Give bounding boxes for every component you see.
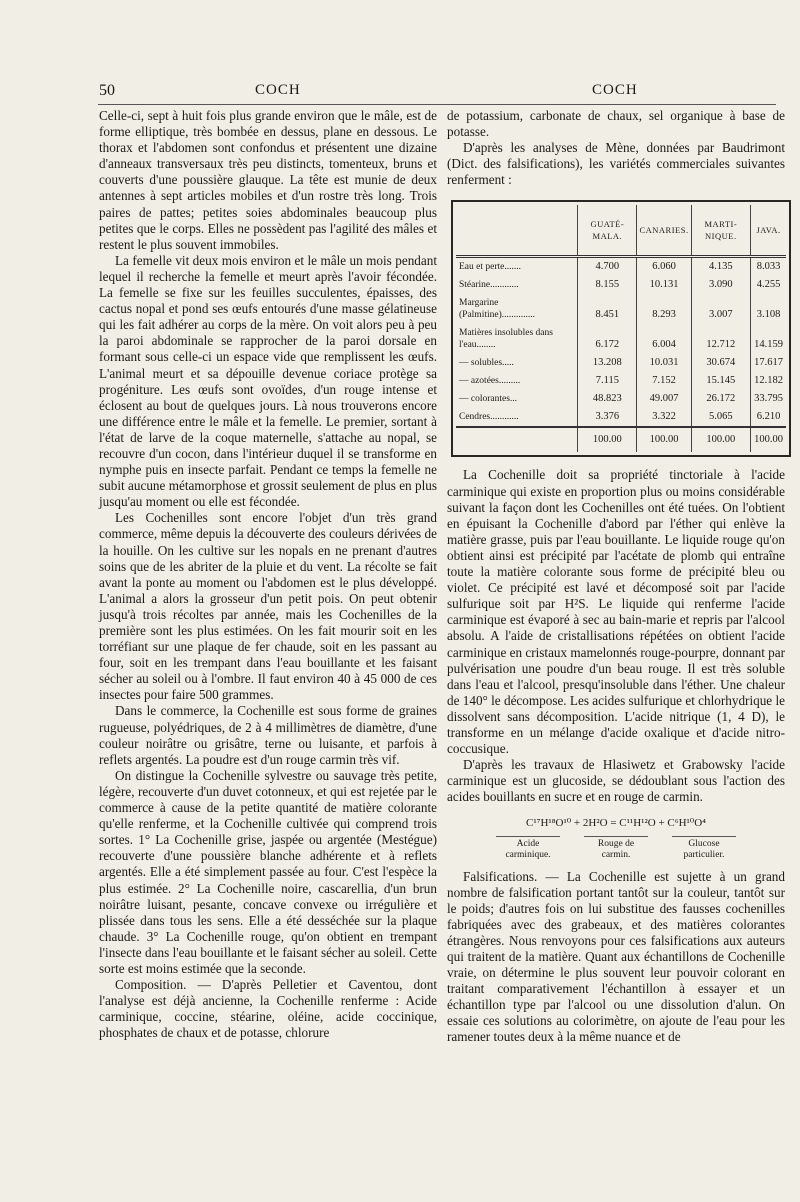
table-cell: 10.131	[637, 276, 691, 294]
chemical-equation	[447, 815, 785, 831]
table-cell: 14.159	[751, 324, 786, 354]
table-header	[456, 205, 578, 257]
table-cell: 8.033	[751, 257, 786, 277]
paragraph: Les Cochenilles sont encore l'objet d'un très grand commerce, même depuis la découverte des couleurs dérivées de la houille. On les cultive sur les nopals en ne prenant d'autres soins que de les abriter de la pluie et du vent. La récolte se fait avant la ponte au moment ou l'abdomen est le plus développé. L'animal a alors la grosseur d'un petit pois. On peut obtenir jusqu'à trois récoltes par année, mais les Cochenilles de la première sont les plus estimées. On les fait mourir soit en les torréfiant sur une plaque de fer chaude, soit en les passant au four, soit en les trempant dans l'eau bouillante et les faisant sécher au soleil ou à l'ombre. Il faut environ 40 à 45 000 de ces insectes pour faire 500 grammes.	[99, 510, 437, 703]
table-header: MARTI-NIQUE.	[691, 205, 751, 257]
paragraph: D'après les analyses de Mène, données par Baudrimont (Dict. des falsifications), les variétés commerciales suivantes renferment :	[447, 140, 785, 188]
table-cell: Matières insolubles dans l'eau........	[459, 328, 553, 351]
running-head-right: COCH	[592, 82, 638, 98]
table-cell: 5.065	[691, 408, 751, 427]
table-cell: 6.060	[637, 257, 691, 277]
equation-labels	[447, 836, 785, 861]
equation-label: Acide carminique.	[496, 836, 560, 861]
table-cell: 4.135	[691, 257, 751, 277]
equation-label: Rouge de carmin.	[584, 836, 648, 861]
paragraph: de potassium, carbonate de chaux, sel organique à base de potasse.	[447, 108, 785, 140]
table-cell: 4.700	[578, 257, 637, 277]
table-cell: 13.208	[578, 354, 637, 372]
table-cell: 7.152	[637, 372, 691, 390]
table-cell: 3.108	[751, 294, 786, 324]
table-cell: 3.090	[691, 276, 751, 294]
running-head-left: COCH	[255, 82, 301, 98]
table-row	[456, 390, 786, 408]
table-cell: Margarine (Palmitine)..............	[459, 298, 535, 321]
table-header: JAVA.	[751, 205, 786, 257]
left-column	[99, 108, 437, 1041]
table-row	[456, 354, 786, 372]
header-rule	[98, 104, 776, 105]
table-header-row	[456, 205, 786, 257]
table-cell: — azotées.........	[459, 376, 521, 387]
table-cell: 6.004	[637, 324, 691, 354]
table-row	[456, 324, 786, 354]
table-cell: Stéarine............	[459, 280, 519, 291]
table-cell: — colorantes...	[459, 394, 518, 405]
table-cell: 8.293	[637, 294, 691, 324]
table-cell	[456, 427, 578, 452]
table-cell: 33.795	[751, 390, 786, 408]
table-row	[456, 372, 786, 390]
table-cell: 15.145	[691, 372, 751, 390]
table-cell: Eau et perte.......	[459, 262, 521, 273]
table-cell: 7.115	[578, 372, 637, 390]
table-row	[456, 408, 786, 427]
table-cell: 100.00	[637, 427, 691, 452]
table-cell: 10.031	[637, 354, 691, 372]
paragraph: On distingue la Cochenille sylvestre ou sauvage très petite, légère, recouverte d'un duvet cotonneux, et qui est rejetée par le commerce à cause de la petite quantité de matière colorante qu'elle renferme, et la Cochenille cultivée qui comprend trois sortes. 1° La Cochenille grise, jaspée ou argentée (Mestégue) recouverte d'une poussière blanche adhérente et à reflets argentés. Elle a été simplement passée au four. C'est l'espèce la plus estimée. 2° La Cochenille noire, cascarellia, d'un brun noirâtre luisant, pesante, concave convexe ou irrégulière et plissée dans tous les sens. Elle a été desséchée sur la plaque chaude. 3° La Cochenille rouge, qu'on obtient en trempant l'insecte dans l'eau bouillante et le faisant sécher au soleil. Cette sorte est moins estimée que la seconde.	[99, 767, 437, 976]
table-cell: 12.712	[691, 324, 751, 354]
paragraph: D'après les travaux de Hlasiwetz et Grabowsky l'acide carminique est un glucoside, se dédoublant sous l'action des acides bouillants en sucre et en rouge de carmin.	[447, 757, 785, 805]
page-number: 50	[99, 82, 115, 99]
table-cell: 6.210	[751, 408, 786, 427]
table-cell: — solubles.....	[459, 358, 514, 369]
table-cell: 26.172	[691, 390, 751, 408]
paragraph: La Cochenille doit sa propriété tinctoriale à l'acide carminique qui existe en proportion plus ou moins considérable suivant la façon dont les Cochenilles ont été tuées. On l'obtient en épuisant la Cochenille d'abord par l'éther qui enlève la matière grasse, puis par l'eau bouillante. Le liquide rouge qu'on obtient ainsi est précipité par l'acétate de plomb qui entraîne toute la matière colorante sous forme de précipité bleu ou violet. Ce précipité est lavé et décomposé soit par l'acide sulfurique soit par H²S. Le liquide qui renferme l'acide carminique est évaporé à sec au bain-marie et repris par l'alcool absolu. A l'aide de cristallisations répétées on obtient l'acide carminique en cristaux mamelonnés rouge-pourpre, donnant par pulvérisation une poudre d'un beau rouge. Il est très soluble dans l'eau et l'alcool, presqu'insoluble dans l'éther. Une chaleur de 140° le décompose. Les acides sulfurique et chlorhydrique le dissolvent sans décomposition. L'acide nitrique (1, 4 D), le transforme en un mélange d'acide oxalique et d'acide nitro-coccusique.	[447, 467, 785, 757]
table-cell: Cendres............	[459, 412, 519, 423]
table-cell: 100.00	[751, 427, 786, 452]
paragraph: Dans le commerce, la Cochenille est sous forme de graines rugueuse, polyédriques, de 2 à 4 millimètres de diamètre, d'une couleur noirâtre ou grisâtre, terne ou luisante, et parfois à reflets argentés. La poudre est d'un rouge carmin très vif.	[99, 703, 437, 767]
table-cell: 3.007	[691, 294, 751, 324]
equation-label: Glucose particulier.	[672, 836, 736, 861]
table-row	[456, 257, 786, 277]
table-cell: 3.322	[637, 408, 691, 427]
table-total-row	[456, 427, 786, 452]
table-cell: 17.617	[751, 354, 786, 372]
table-cell: 3.376	[578, 408, 637, 427]
table-cell: 8.451	[578, 294, 637, 324]
paragraph: Falsifications. — La Cochenille est sujette à un grand nombre de falsification portant tantôt sur la couleur, tantôt sur le poids; d'autres fois on lui substitue des fausses cochenilles fabriquées avec des grabeaux, et des matières colorantes étrangères. Nous renvoyons pour ces falsifications aux auteurs qui traitent de la matière. Quant aux échantillons de Cochenille vraie, on détermine le plus souvent leur pouvoir colorant en traitant comparativement l'échantillon à essayer et un échantillon type par l'alcool ou une dissolution d'alun. On essaie ces solutions au colorimètre, on ajoute de l'eau pour les ramener toutes deux à la même nuance et de	[447, 868, 785, 1045]
composition-table-frame	[451, 200, 791, 457]
composition-table	[456, 205, 786, 452]
right-column	[447, 108, 785, 1046]
table-cell: 49.007	[637, 390, 691, 408]
table-cell: 100.00	[578, 427, 637, 452]
table-row	[456, 294, 786, 324]
table-cell: 6.172	[578, 324, 637, 354]
paragraph: Celle-ci, sept à huit fois plus grande environ que le mâle, est de forme elliptique, très bombée en dessus, plane en dessous. Le thorax et l'abdomen sont confondus et présentent une dizaine d'anneaux transversaux très peu distincts, tomenteux, bruns et couverts d'une poussière glauque. La tête est munie de deux antennes à sept articles mobiles et d'un rostre très long. Trois paires de pattes; petites soies abdominales beaucoup plus petites que le corps. Elles ne possèdent pas l'agilité des mâles et restent le plus souvent immobiles.	[99, 108, 437, 252]
table-cell: 100.00	[691, 427, 751, 452]
table-cell: 12.182	[751, 372, 786, 390]
paragraph: Composition. — D'après Pelletier et Caventou, dont l'analyse est déjà ancienne, la Cochenille renferme : Acide carminique, coccine, stéarine, oléine, acide coccinique, phosphates de chaux et de potasse, chlorure	[99, 977, 437, 1041]
table-cell: 4.255	[751, 276, 786, 294]
paragraph: La femelle vit deux mois environ et le mâle un mois pendant lequel il recherche la femelle et meurt après l'avoir fécondée. La femelle se fixe sur les feuilles succulentes, épaisses, des cactus nopal et pond ses œufs entourés d'une masse gélatineuse qui les fait adhérer au corps de la mère. On voit alors peu à peu la paroi abdominale se rapprocher de la paroi dorsale en formant sous celle-ci un espace vide que remplissent les œufs. L'animal meurt et sa dépouille devenue coriace protège sa progéniture. Les œufs sont ovoïdes, d'un rouge intense et éclosent au bout de quelques jours. Là nous trouverons encore une différence entre le mâle et la femelle. Le premier, sortant à l'état de larve de la coque maternelle, s'attache au nopal, se recouvre d'un cocon, dans l'intérieur duquel il se transforme en nymphe puis en insecte parfait. Pendant ce temps la femelle ne subit aucune métamorphose et grossit seulement de plus en plus jusqu'au moment ou elle est fécondée.	[99, 252, 437, 510]
table-cell: 8.155	[578, 276, 637, 294]
table-header: GUATÉ-MALA.	[578, 205, 637, 257]
table-cell: 30.674	[691, 354, 751, 372]
equation-text: C¹⁷H¹⁸O¹⁰ + 2H²O = C¹¹H¹²O + C⁶H¹⁰O⁴	[525, 817, 706, 830]
table-row	[456, 276, 786, 294]
table-cell: 48.823	[578, 390, 637, 408]
table-header: CANARIES.	[637, 205, 691, 257]
